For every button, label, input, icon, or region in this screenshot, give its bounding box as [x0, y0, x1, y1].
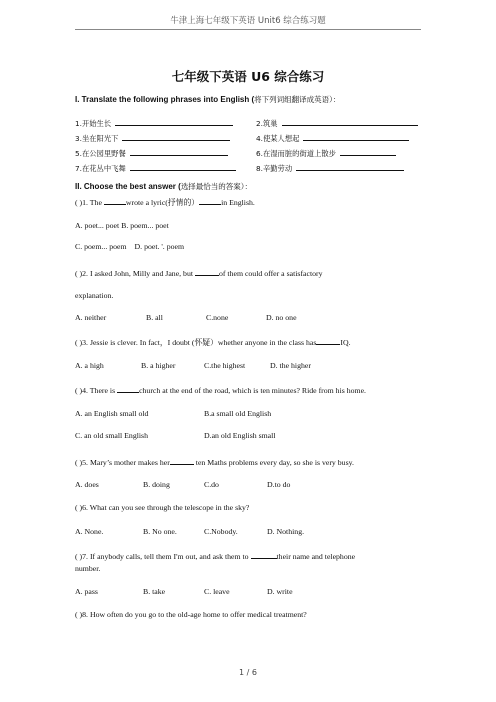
question-1-stem: ( )1. The wrote a lyric(抒情的） in English. — [75, 198, 255, 207]
page-header: 牛津上海七年级下英语 Unit6 综合练习题 — [170, 16, 326, 26]
question-2-continuation: explanation. — [75, 291, 114, 300]
question-6-stem: ( )6. What can you see through the telescope in the sky? — [75, 503, 250, 512]
phrase-3: 3.坐在阳光下 — [75, 132, 230, 144]
question-6-options — [75, 527, 375, 537]
q3-option-c: C.the highest — [204, 361, 246, 370]
q6-option-d: D. Nothing. — [267, 527, 305, 536]
q7-option-b: B. take — [143, 587, 166, 596]
phrase-5: 5.在公园里野餐 — [75, 147, 228, 159]
section1-heading: I. Translate the following phrases into English (将下列词组翻译成英语）： — [75, 95, 341, 104]
question-7-options — [75, 587, 375, 597]
page-number: 1 / 6 — [239, 668, 257, 677]
question-5-stem: ( )5. Mary’s mother makes her ten Maths problems every day, so she is very busy. — [75, 458, 354, 467]
q4-option-b: B.a small old English — [204, 409, 272, 418]
question-8-stem: ( )8. How often do you go to the old-age home to offer medical treatment? — [75, 610, 307, 619]
q5-option-b: B. doing — [143, 480, 170, 489]
q2-option-b: B. all — [146, 313, 163, 322]
question-3-options — [75, 361, 375, 371]
q3-option-b: B. a higher — [141, 361, 176, 370]
q5-option-c: C.do — [204, 480, 219, 489]
q5-option-d: D.to do — [267, 480, 291, 489]
section1-heading-note: 将下列词组翻译成英语）： — [254, 95, 341, 104]
phrase-6: 6.在湿而脏的街道上散步 — [256, 147, 396, 159]
header-divider — [75, 29, 421, 30]
q2-option-c: C.none — [206, 313, 229, 322]
q6-option-a: A. None. — [75, 527, 104, 536]
q7-option-a: A. pass — [75, 587, 98, 596]
q3-option-a: A. a high — [75, 361, 104, 370]
q7-option-c: C. leave — [204, 587, 230, 596]
question-1-options-cd: C. poem... poem D. poet. '. poem — [75, 242, 185, 251]
q6-option-b: B. No one. — [143, 527, 177, 536]
q2-option-d: D. no one — [266, 313, 297, 322]
phrase-7: 7.在花丛中飞舞 — [75, 162, 236, 174]
phrase-4: 4.使某人想起 — [256, 132, 409, 144]
question-2-options — [75, 313, 375, 323]
question-3-stem: ( )3. Jessie is clever. In fact，I doubt (怀疑）whether anyone in the class has IQ. — [75, 338, 351, 347]
question-7-continuation: number. — [75, 564, 101, 573]
question-2-stem: ( )2. I asked John, Milly and Jane, but of them could offer a satisfactory — [75, 269, 323, 278]
q4-option-a: A. an English small old — [75, 409, 149, 418]
question-5-options — [75, 480, 375, 490]
q6-option-c: C.Nobody. — [204, 527, 238, 536]
phrase-2: 2.筑巢 — [256, 117, 418, 129]
q2-option-a: A. neither — [75, 313, 107, 322]
q4-option-c: C. an old small English — [75, 431, 148, 440]
question-7-stem: ( )7. If anybody calls, tell them I'm out, and ask them to their name and telephone — [75, 552, 356, 561]
phrase-8: 8.辛勤劳动 — [256, 162, 404, 174]
question-1-options-ab: A. poet... poet B. poem... poet — [75, 221, 169, 230]
section2-heading: II. Choose the best answer (选择最恰当的答案）： — [75, 182, 253, 191]
phrase-1: 1.开始生长 — [75, 117, 233, 129]
question-4-options-cd — [75, 431, 375, 441]
q3-option-d: D. the higher — [270, 361, 311, 370]
q4-option-d: D.an old English small — [204, 431, 276, 440]
section2-heading-note: 选择最恰当的答案）： — [180, 182, 253, 191]
q5-option-a: A. does — [75, 480, 99, 489]
q7-option-d: D. write — [267, 587, 293, 596]
question-4-stem: ( )4. There is church at the end of the road, which is ten minutes? Ride from his home. — [75, 386, 366, 395]
page-title: 七年级下英语 U6 综合练习 — [171, 69, 325, 84]
question-4-options-ab — [75, 409, 375, 419]
